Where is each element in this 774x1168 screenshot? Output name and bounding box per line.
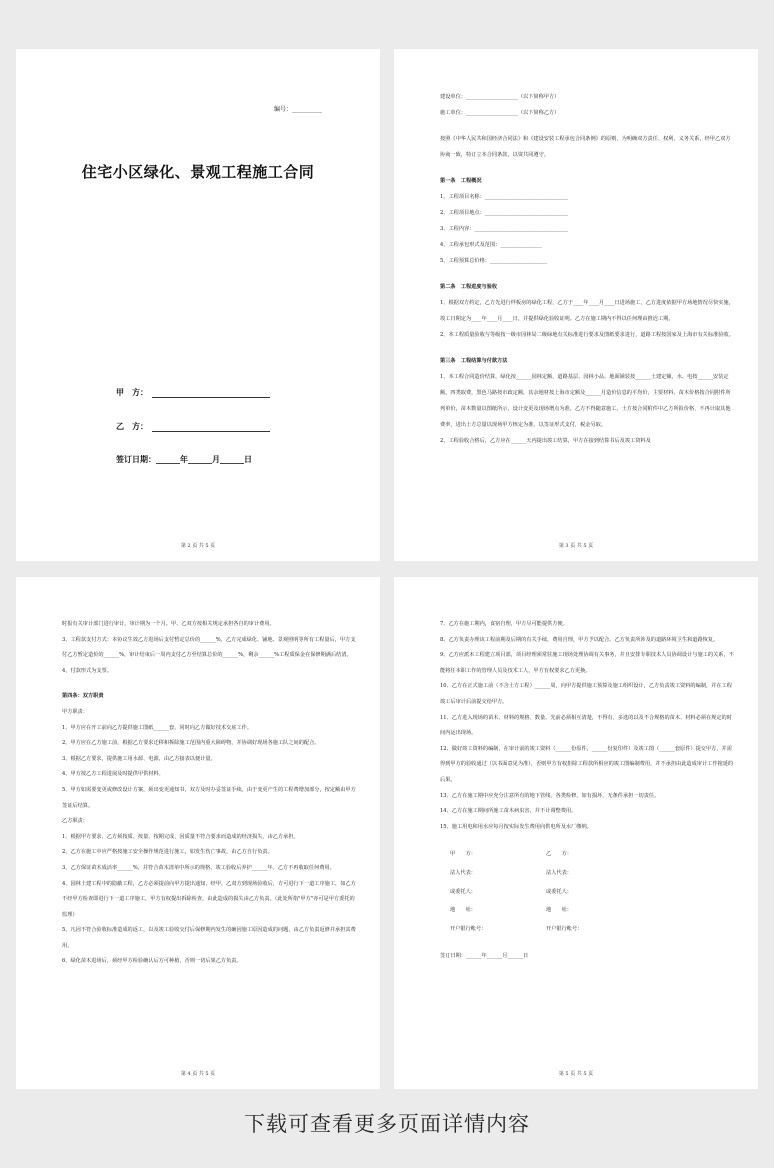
list-item: 4、工程承包形式及范围：________________ bbox=[440, 242, 542, 248]
download-banner[interactable]: 下载可查看更多页面详情内容 bbox=[244, 1112, 530, 1136]
page-number: 第 2 页 共 5 页 bbox=[180, 543, 216, 549]
party-a-field: 甲 方： bbox=[116, 387, 270, 398]
sig-party-a: 甲 方： bbox=[450, 851, 476, 858]
sig-rep-a: 法人代表： bbox=[450, 869, 476, 876]
sig-agent-b: 或委托人： bbox=[546, 888, 572, 895]
list-item: 1、根据双方约定，乙方先进行样板房的绿化工程，乙方于____年____月____日进场施工，乙方进度依据甲方场地情况尽快实施，竣工日期定为____年____月____日，并提供绿化验收证明。乙方在施工期内不得以任何理由推迟工期。 bbox=[440, 300, 734, 322]
sig-date: 签订日期：______年______月______日 bbox=[440, 953, 529, 960]
sig-bank-b: 开户银行帐号： bbox=[546, 925, 583, 932]
section-heading: 第四条：双方职责 bbox=[62, 693, 104, 700]
list-item: 1、工程项目名称：________________________________ bbox=[440, 194, 568, 200]
list-item: 3、根据乙方要求，提供施工用水源、电源，由乙方接表以便计量。 bbox=[62, 755, 216, 762]
list-item: 3、乙方保证苗木成活率______%，并符合苗木清单中所示的规格，竣工验收后养护______年。乙方不再收取任何费用。 bbox=[62, 864, 335, 871]
contract-title: 住宅小区绿化、景观工程施工合同 bbox=[81, 163, 315, 181]
sign-date: 签订日期：______年______月______日 bbox=[116, 454, 252, 464]
list-item: 1、根据甲方要求，乙方须按质、按量、按期完成，因质量不符合要求而造成的经济损失，由乙方承担。 bbox=[62, 833, 299, 840]
section-heading: 第二条 工程进度与验收 bbox=[440, 284, 498, 290]
contractor-line: 施工单位：____________________（以下简称乙方） bbox=[440, 110, 560, 116]
list-item: 15、施工用电和用水应每月按实际发生费用向供电所及水厂缴纳。 bbox=[440, 823, 592, 830]
list-item: 2、甲方应在乙方施工前，根据乙方要求迁移和拆除施工范围内重大障碍物，并协调好现场各施工队之间的配合。 bbox=[62, 740, 320, 747]
list-item: 5、工程预算总价格：______________________ bbox=[440, 258, 548, 264]
sig-agent-a: 或委托人： bbox=[450, 888, 476, 895]
page-4-body bbox=[440, 617, 734, 965]
sig-bank-a: 开户银行帐号： bbox=[450, 925, 487, 932]
list-item: 6、绿化苗木进场后，须经甲方检验确认后方可种植，否则一切后果乙方负责。 bbox=[62, 958, 242, 965]
list-item: 4、园林土建工程中的隐蔽工程，乙方必须提前向甲方提出通知，经甲、乙双方到现场验收后，方可进行下一道工序施工，如乙方不经甲方检查即进行下一道工序施工，甲方有权提出拆除检查，由此造成的损失由乙方负责。（此处所指"甲方"亦可是甲方委托的监理） bbox=[62, 880, 356, 918]
list-item: 13、乙方在施工期中应充分注意所有的地下管线、各类检修，如有损坏，无条件承担一切责任。 bbox=[440, 792, 660, 799]
page-3 bbox=[16, 577, 380, 1089]
list-item: 5、甲方如需要变更或修改设计方案，须出变更通知书，双方及时办妥签证手续。由于变更产生的工程费增加部分，按定额由甲方签证后结算。 bbox=[62, 786, 356, 809]
list-item: 2、工程验收合格后，乙方应在______天内提出竣工结算，甲方在接到结算书后及竣工资料及 bbox=[440, 438, 651, 444]
list-item: 10、乙方在正式施工前（不含土方工程）______周，向甲方提供施工预算及施工组织设计，乙方负责竣工资料的编制，并在工程竣工后审计后前提交给甲方。 bbox=[440, 683, 732, 705]
sig-addr-a: 地 址： bbox=[450, 907, 476, 914]
intro: 按照《中华人民共和国经济合同法》和《建设安装工程承包合同条例》的原则，为明确双方责任、权利、义务关系，经甲乙双方协商一致，特订立本合同条款，以资共同遵守。 bbox=[440, 136, 731, 158]
page-3-body bbox=[62, 617, 356, 970]
sig-rep-b: 法人代表： bbox=[546, 869, 572, 876]
list-item: 2、本工程质量验收与等级按一级市园林局二级绿地有关标准进行要求及图纸要求进行，道路工程按国家及上海市有关标准验收。 bbox=[440, 332, 734, 338]
paragraph: 时报有关审计部门进行审计，审计期为一个月。甲、乙双方按相关规定承担各自的审计费用。 bbox=[62, 621, 275, 627]
page-2-body bbox=[440, 89, 734, 449]
sig-party-b: 乙 方： bbox=[546, 851, 572, 858]
section-heading: 第三条 工程结算与付款方法 bbox=[440, 358, 508, 364]
list-item: 4、甲方按乙方工程进展及时提供甲供材料。 bbox=[62, 771, 164, 778]
party-b-field: 乙 方： bbox=[116, 421, 270, 432]
subheading: 甲方职责： bbox=[62, 708, 88, 715]
sig-addr-b: 地 址： bbox=[546, 907, 572, 914]
page-number: 第 4 页 共 5 页 bbox=[180, 1071, 216, 1077]
page-cover bbox=[16, 49, 380, 561]
list-item: 1、甲方应在开工前向乙方提供施工图纸______套，同时向乙方做好技术交底工作。 bbox=[62, 724, 253, 731]
paragraph: 4、付款形式为支票。 bbox=[62, 667, 112, 674]
list-item: 14、乙方在施工期间所施工苗木病虫害，并不计调整费用。 bbox=[440, 808, 577, 815]
page-4 bbox=[394, 577, 758, 1089]
page-2 bbox=[394, 49, 758, 561]
list-item: 12、做好竣工资料的编制，在审计前的竣工资料（______份原件，______份复印件）及竣工图（______套原件）提交甲方，并需得到甲方的验收通过（以书面意见为准），否则甲方有权拒除工程款所相应的竣工图编制费用，并不承担由此造成审计工作拖延的后果。 bbox=[440, 745, 734, 783]
list-item: 7、乙方在施工期内，食宿自理，甲方尽可能提供方便。 bbox=[440, 621, 568, 627]
page-number: 第 5 页 共 5 页 bbox=[558, 1071, 594, 1077]
page-number: 第 3 页 共 5 页 bbox=[558, 543, 594, 549]
list-item: 2、工程项目地点：________________________________ bbox=[440, 210, 568, 216]
serial-number: 编号：__________ bbox=[273, 106, 322, 113]
builder-line: 建设单位：____________________（以下简称甲方） bbox=[440, 94, 560, 100]
section-heading: 第一条 工程概况 bbox=[440, 178, 482, 184]
list-item: 3、工程内容：____________________________________ bbox=[440, 226, 568, 232]
list-item: 1、本工程合同造价结算，绿化按______园林定额，道路基层、园林小品、地面铺装按______土建定额，水、电按______安装定额，四类取费，黑色马路按市政定额，其余地材按上海市定额及______月造价信息的平均价，主要材料、苗木价格按合同附件所列单价，苗木数量以图纸所示，设计变更及现场增点为准，乙方不得随意施工，土方按合同附件中乙方所报价格，不再计取其他费率，进出土方总量以现场甲方核定为准，以签证形式支付，税金另取。 bbox=[440, 374, 731, 428]
list-item: 9、乙方应派本工程建立项目部，项目经理须常驻施工现场处理协调有关事务，并且安排专职技术人员协调设计与施工的关系，不能将任本职工作的管理人员及技术工人，甲方有权要求乙方更换。 bbox=[440, 652, 734, 674]
list-item: 2、乙方在施工中应严格按施工安全操作规范进行施工，如发生伤亡事故，由乙方自行负责。 bbox=[62, 849, 273, 856]
paragraph: 3、工程款支付方式：本协议生效乙方进场后支付暂定总价的______%，乙方完成绿化、铺地、景观照明等所有工程量后，甲方支付乙方暂定造价的______%，审计结束后一周内支付乙方至结算总价的______%，剩余______%工程质保金在保修期满后结清。 bbox=[62, 636, 356, 659]
signature-block bbox=[450, 847, 734, 937]
list-item: 5、凡因不符合验收标准造成的返工，以及竣工验收交付后保修期内发生的确因施工原因造成的问题，由乙方负责返修并承担其费用。 bbox=[62, 927, 356, 949]
list-item: 11、乙方进入现场的苗木、材料的规格、数量、先前必须相互清楚，不得有、多选的以及不合规格的苗木、材料必须在规定的时间内运出现场。 bbox=[440, 714, 732, 737]
subheading: 乙方职责： bbox=[62, 818, 88, 825]
list-item: 8、乙方负责办理该工程前期及后期的有关手续，费用自理，甲方予以配合。乙方负责所涉及的道路环境卫生和道路恢复。 bbox=[440, 636, 719, 643]
